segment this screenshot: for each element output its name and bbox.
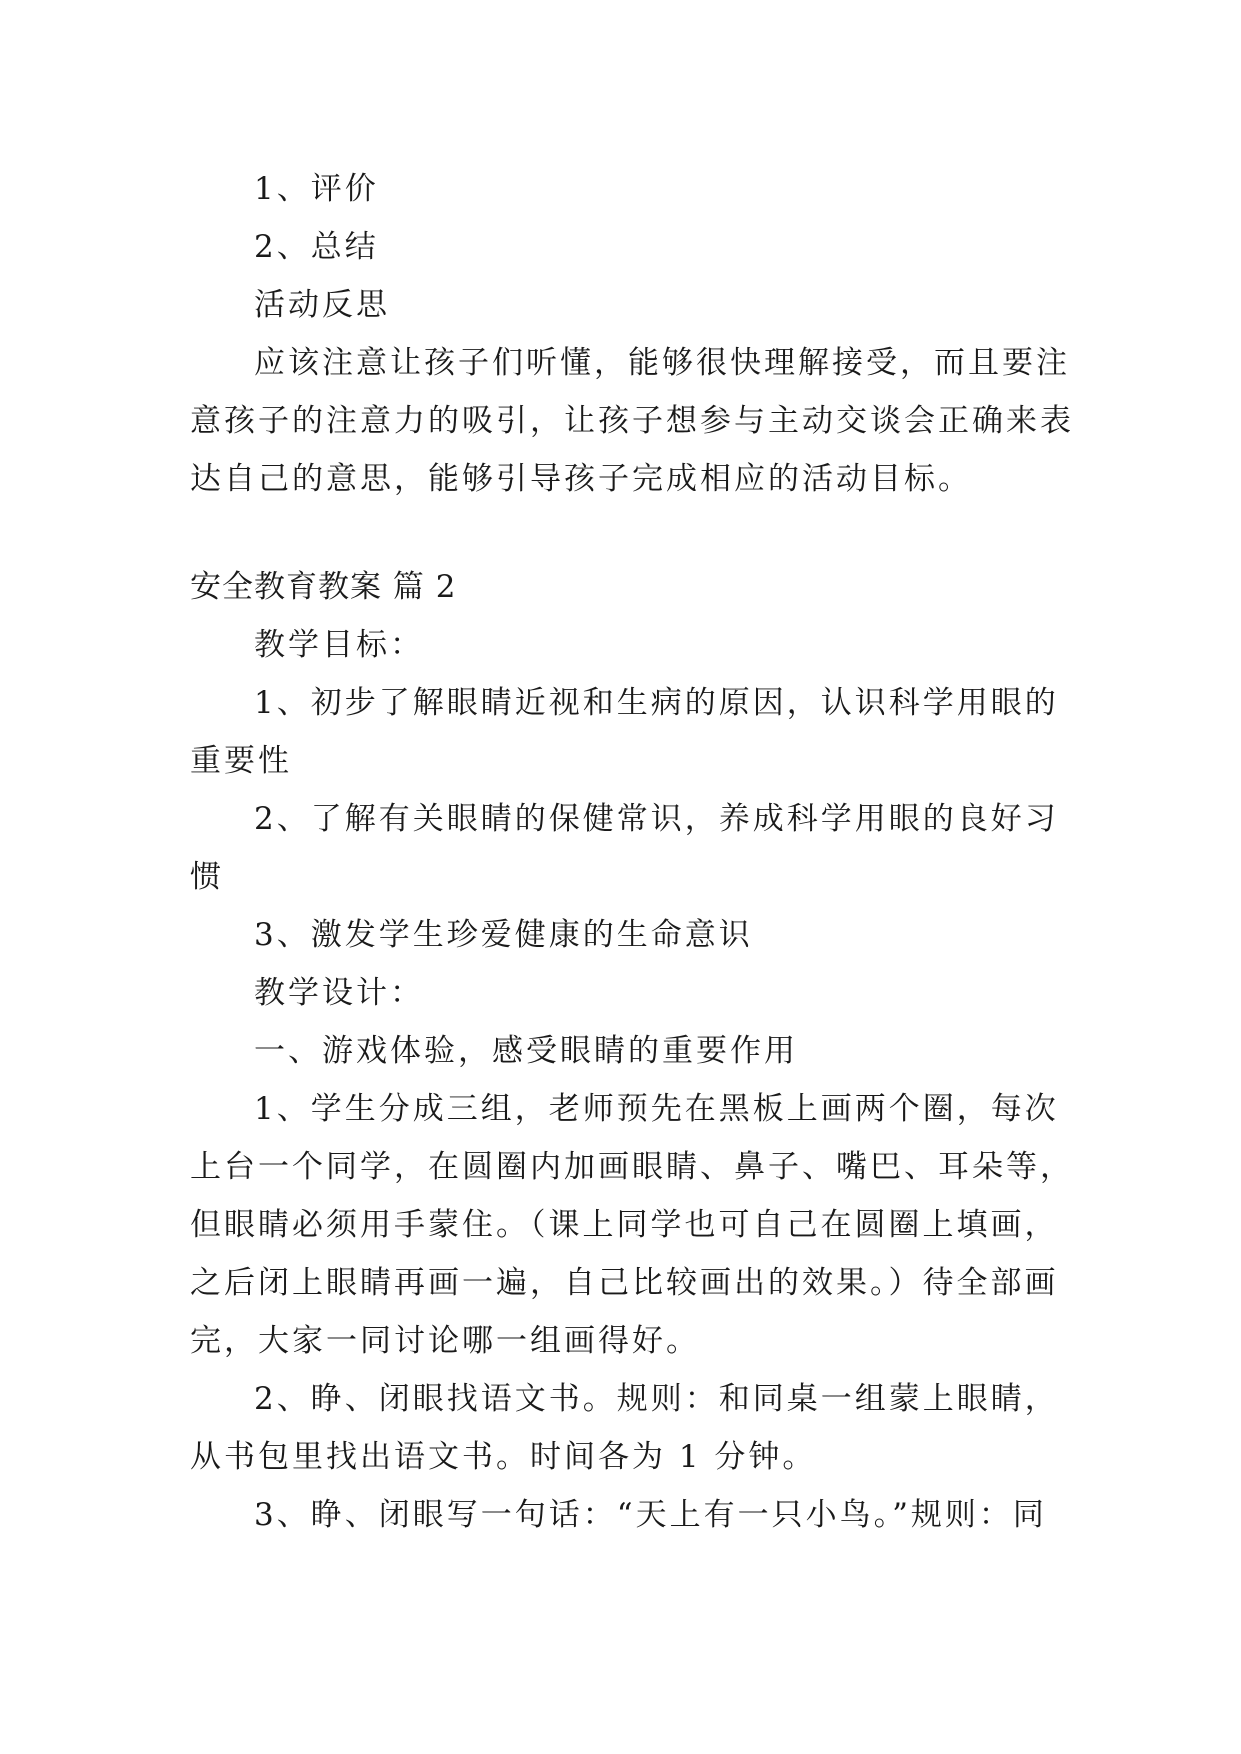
goal-item-3: 3、激发学生珍爱健康的生命意识 xyxy=(254,917,753,953)
paragraph-line: 但眼睛必须用手蒙住。（课上同学也可自己在圆圈上填画， xyxy=(190,1207,1059,1243)
paragraph-line: 意孩子的注意力的吸引，让孩子想参与主动交谈会正确来表 xyxy=(190,403,1074,439)
step-item-2 xyxy=(190,1370,1070,1486)
list-item-summary: 2、总结 xyxy=(254,229,379,265)
section-spacer xyxy=(190,508,1070,558)
paragraph-line: 从书包里找出语文书。时间各为 1 分钟。 xyxy=(190,1439,817,1475)
goal-item-1 xyxy=(190,674,1070,790)
paragraph-line: 1、初步了解眼睛近视和生病的原因，认识科学用眼的 xyxy=(254,685,1059,721)
part-heading: 一、游戏体验，感受眼睛的重要作用 xyxy=(254,1033,798,1069)
goals-heading: 教学目标： xyxy=(254,627,424,663)
list-item-evaluation: 1、评价 xyxy=(254,171,379,207)
paragraph-line: 惯 xyxy=(190,859,224,895)
paragraph-line: 应该注意让孩子们听懂，能够很快理解接受，而且要注 xyxy=(254,345,1070,381)
reflection-paragraph xyxy=(190,334,1074,508)
paragraph-line: 完，大家一同讨论哪一组画得好。 xyxy=(190,1323,700,1359)
design-heading: 教学设计： xyxy=(254,975,424,1011)
step-item-3: 3、睁、闭眼写一句话：“天上有一只小鸟。”规则：同 xyxy=(254,1497,1047,1533)
paragraph-line: 上台一个同学，在圆圈内加画眼睛、鼻子、嘴巴、耳朵等， xyxy=(190,1149,1074,1185)
paragraph-line: 1、学生分成三组，老师预先在黑板上画两个圈，每次 xyxy=(254,1091,1059,1127)
reflection-heading: 活动反思 xyxy=(254,287,390,323)
paragraph-line: 2、睁、闭眼找语文书。规则：和同桌一组蒙上眼睛， xyxy=(254,1381,1059,1417)
step-item-1 xyxy=(190,1080,1074,1370)
goal-item-2 xyxy=(190,790,1070,906)
section-title: 安全教育教案 篇 2 xyxy=(190,569,457,605)
paragraph-line: 之后闭上眼睛再画一遍，自己比较画出的效果。）待全部画 xyxy=(190,1265,1059,1301)
paragraph-line: 2、了解有关眼睛的保健常识，养成科学用眼的良好习 xyxy=(254,801,1059,837)
paragraph-line: 达自己的意思，能够引导孩子完成相应的活动目标。 xyxy=(190,461,972,497)
document-body xyxy=(190,160,1074,1544)
paragraph-line: 重要性 xyxy=(190,743,292,779)
